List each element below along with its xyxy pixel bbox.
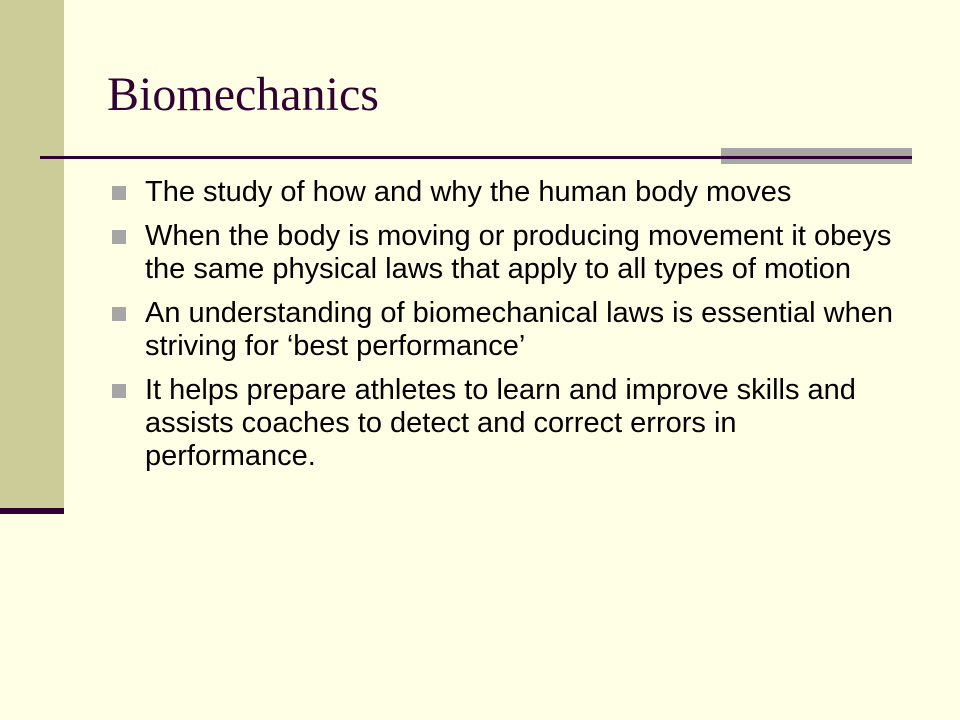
bullet-list (112, 176, 902, 484)
square-bullet-icon (112, 384, 126, 398)
slide-title: Biomechanics (107, 68, 379, 121)
bullet-item (112, 176, 902, 209)
square-bullet-icon (112, 230, 126, 244)
bullet-text: The study of how and why the human body moves (145, 176, 792, 208)
square-bullet-icon (112, 186, 126, 200)
bullet-text: When the body is moving or producing movement it obeys the same physical laws that apply to all types of motion (145, 220, 892, 285)
left-decorative-band (0, 0, 64, 510)
bullet-item (112, 297, 902, 363)
bullet-text: An understanding of biomechanical laws is essential when striving for ‘best performance’ (145, 297, 893, 362)
left-accent-line (0, 508, 64, 514)
bullet-text: It helps prepare athletes to learn and improve skills and assists coaches to detect and correct errors in performance. (145, 374, 856, 472)
bullet-item (112, 220, 902, 286)
bullet-item (112, 374, 902, 473)
title-accent-bar (721, 148, 912, 164)
square-bullet-icon (112, 307, 126, 321)
